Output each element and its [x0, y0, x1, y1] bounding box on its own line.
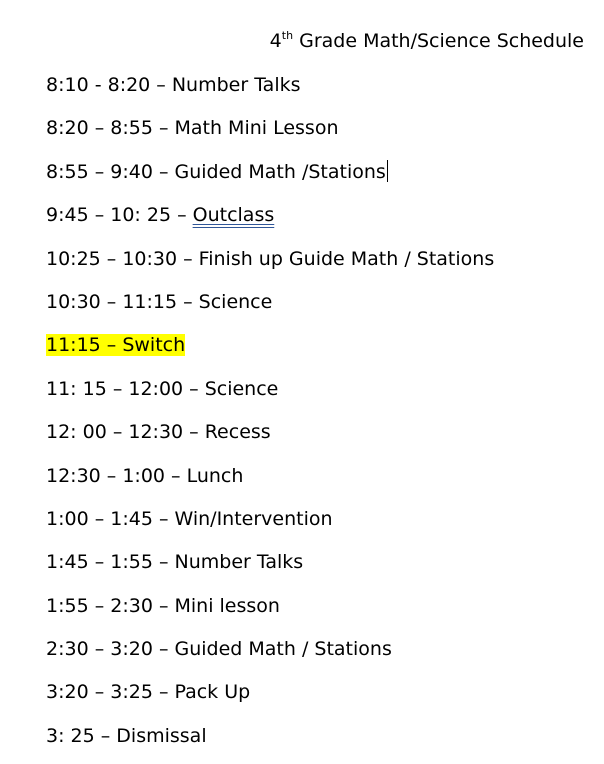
text-cursor	[387, 160, 388, 182]
schedule-item[interactable]	[46, 157, 494, 200]
schedule-item-highlighted	[46, 330, 494, 373]
schedule-item-text: 8:55 – 9:40 – Guided Math /Stations	[46, 160, 386, 183]
schedule-item-text: 8:20 – 8:55 – Math Mini Lesson	[46, 117, 339, 140]
schedule-item	[46, 113, 494, 156]
schedule-item	[46, 504, 494, 547]
title-text: Grade Math/Science Schedule	[293, 30, 584, 52]
schedule-item	[46, 634, 494, 677]
schedule-item	[46, 70, 494, 113]
schedule-item-text: 1:55 – 2:30 – Mini lesson	[46, 594, 280, 617]
schedule-item	[46, 547, 494, 590]
schedule-item	[46, 244, 494, 287]
schedule-item	[46, 200, 494, 243]
schedule-item-text: 12: 00 – 12:30 – Recess	[46, 421, 271, 444]
schedule-item-prefix: 9:45 – 10: 25 –	[46, 204, 193, 227]
schedule-item-text: 11: 15 – 12:00 – Science	[46, 377, 279, 400]
schedule-item-text: 12:30 – 1:00 – Lunch	[46, 464, 244, 487]
schedule-item-text: 10:30 – 11:15 – Science	[46, 290, 273, 313]
title-grade-number: 4	[269, 30, 282, 52]
schedule-item	[46, 721, 494, 764]
schedule-item-text: 3:20 – 3:25 – Pack Up	[46, 681, 251, 704]
schedule-item	[46, 461, 494, 504]
schedule-item	[46, 374, 494, 417]
schedule-item-text: 10:25 – 10:30 – Finish up Guide Math / Stations	[46, 247, 495, 270]
schedule-item	[46, 417, 494, 460]
schedule-item-text: 3: 25 – Dismissal	[46, 724, 207, 747]
highlighted-text: 11:15 – Switch	[46, 334, 186, 357]
schedule-item	[46, 591, 494, 634]
schedule-item	[46, 287, 494, 330]
schedule-item-text: 2:30 – 3:20 – Guided Math / Stations	[46, 638, 392, 661]
document-title	[270, 27, 584, 55]
schedule-item-text: 1:00 – 1:45 – Win/Intervention	[46, 507, 333, 530]
schedule-item-text: 1:45 – 1:55 – Number Talks	[46, 551, 304, 574]
schedule-list	[46, 70, 494, 764]
grammar-flagged-word[interactable]: Outclass	[192, 204, 275, 227]
title-ordinal-suffix: th	[281, 29, 294, 42]
schedule-item-text: 8:10 - 8:20 – Number Talks	[46, 74, 301, 96]
schedule-item	[46, 677, 494, 720]
